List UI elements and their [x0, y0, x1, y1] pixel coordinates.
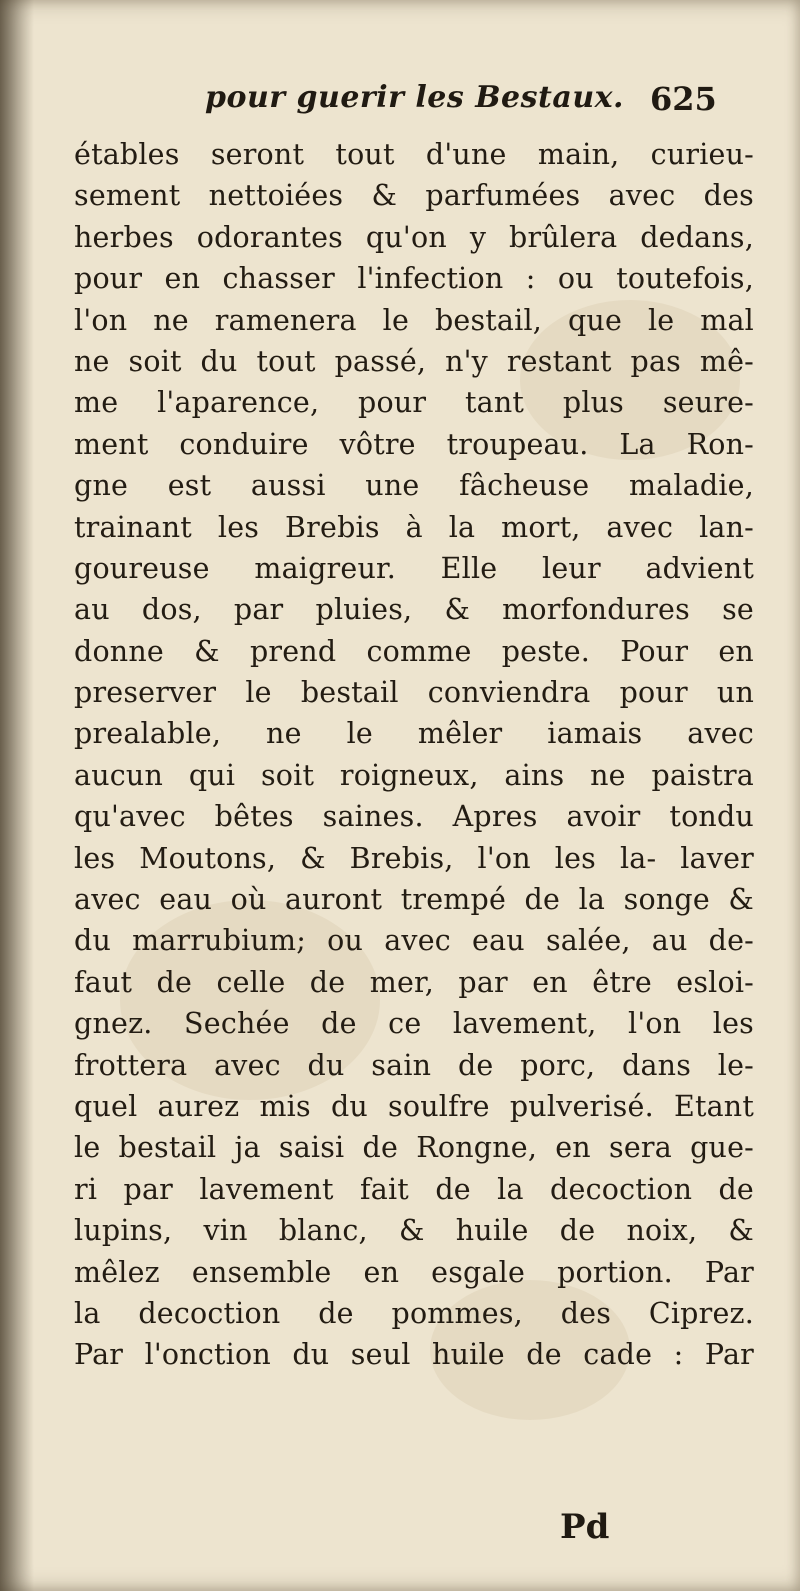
text-line: donne & prend comme peste. Pour en: [74, 634, 754, 668]
text-line: Par l'onction du seul huile de cade : Par: [74, 1338, 754, 1372]
body-text: [74, 134, 754, 1376]
text-line: ne soit du tout passé, n'y restant pas mê-: [74, 344, 754, 378]
page-number: 625: [650, 80, 717, 118]
running-head: pour guerir les Bestaux.: [205, 80, 624, 115]
text-line: du marrubium; ou avec eau salée, au de-: [74, 924, 754, 958]
text-line: prealable, ne le mêler iamais avec: [74, 717, 754, 751]
text-line: mêlez ensemble en esgale portion. Par: [74, 1255, 754, 1289]
text-line: ri par lavement fait de la decoction de: [74, 1172, 754, 1206]
text-line: me l'aparence, pour tant plus seure-: [74, 386, 754, 420]
text-line: lupins, vin blanc, & huile de noix, &: [74, 1214, 754, 1248]
text-line: avec eau où auront trempé de la songe &: [74, 883, 754, 917]
text-line: l'on ne ramenera le bestail, que le mal: [74, 303, 754, 337]
text-line: preserver le bestail conviendra pour un: [74, 676, 754, 710]
text-line: herbes odorantes qu'on y brûlera dedans,: [74, 220, 754, 254]
text-line: le bestail ja saisi de Rongne, en sera gue-: [74, 1131, 754, 1165]
catchword: Pd: [560, 1507, 610, 1547]
text-line: aucun qui soit roigneux, ains ne paistra: [74, 758, 754, 792]
text-line: gne est aussi une fâcheuse maladie,: [74, 469, 754, 503]
text-line: quel aurez mis du soulfre pulverisé. Etant: [74, 1089, 754, 1123]
text-line: étables seront tout d'une main, curieu-: [74, 138, 754, 171]
text-line: pour en chasser l'infection : ou toutefois,: [74, 262, 754, 296]
text-line: frottera avec du sain de porc, dans le-: [74, 1048, 754, 1082]
text-line: sement nettoiées & parfumées avec des: [74, 179, 754, 213]
text-line: goureuse maigreur. Elle leur advient: [74, 551, 754, 585]
text-line: la decoction de pommes, des Ciprez.: [74, 1296, 754, 1330]
text-line: les Moutons, & Brebis, l'on les la- laver: [74, 841, 754, 875]
text-line: au dos, par pluies, & morfondures se: [74, 593, 754, 627]
gutter-shadow: [0, 0, 34, 1591]
text-line: qu'avec bêtes saines. Apres avoir tondu: [74, 800, 754, 834]
text-line: gnez. Sechée de ce lavement, l'on les: [74, 1007, 754, 1041]
text-line: ment conduire vôtre troupeau. La Ron-: [74, 427, 754, 461]
text-line: trainant les Brebis à la mort, avec lan-: [74, 510, 754, 544]
text-line: faut de celle de mer, par en être esloi-: [74, 965, 754, 999]
